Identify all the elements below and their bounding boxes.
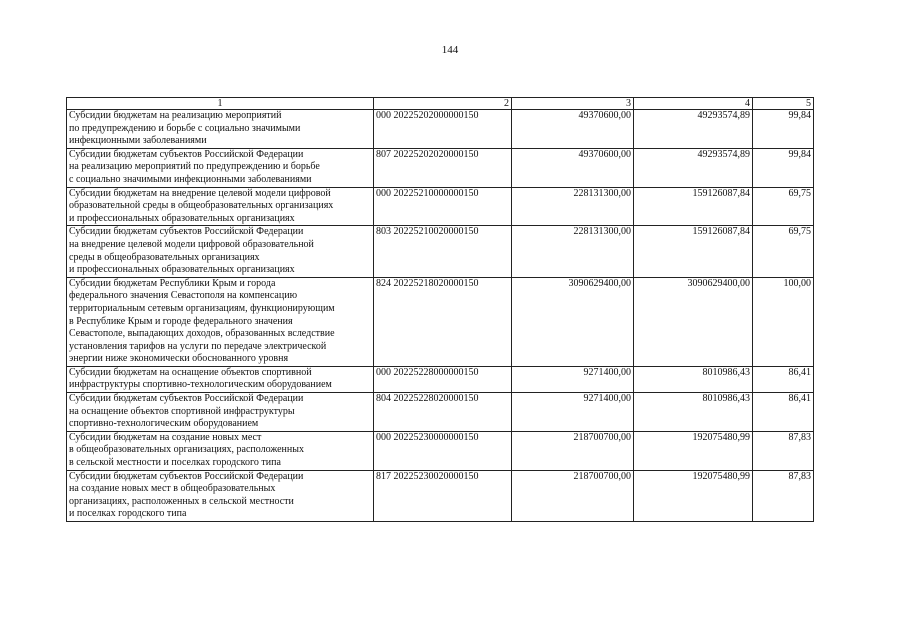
executed-amount: 8010986,43	[634, 393, 753, 432]
executed-amount: 49293574,89	[634, 148, 753, 187]
column-3-number: 3	[512, 98, 634, 110]
executed-amount: 192075480,99	[634, 431, 753, 470]
table-row	[67, 470, 814, 521]
table-row	[67, 393, 814, 432]
planned-amount: 9271400,00	[512, 366, 634, 392]
table-body	[67, 110, 814, 522]
budget-item-name: Субсидии бюджетам субъектов Российской Федерации на внедрение целевой модели цифровой образовательной среды в общеобразовательных организациях и профессиональных образовательных организациях	[67, 226, 374, 277]
table-row	[67, 187, 814, 226]
column-number-row	[67, 98, 814, 110]
budget-item-name: Субсидии бюджетам на создание новых мест в общеобразовательных организациях, расположенных в сельской местности и поселках городского типа	[67, 431, 374, 470]
planned-amount: 218700700,00	[512, 431, 634, 470]
executed-amount: 8010986,43	[634, 366, 753, 392]
planned-amount: 49370600,00	[512, 148, 634, 187]
budget-classification-code: 817 20225230020000150	[374, 470, 512, 521]
table-row	[67, 226, 814, 277]
budget-item-name: Субсидии бюджетам на внедрение целевой модели цифровой образовательной среды в общеобразовательных организациях и профессиональных образовательных организациях	[67, 187, 374, 226]
column-4-number: 4	[634, 98, 753, 110]
executed-amount: 49293574,89	[634, 110, 753, 149]
table-row	[67, 431, 814, 470]
budget-classification-code: 000 20225228000000150	[374, 366, 512, 392]
column-2-number: 2	[374, 98, 512, 110]
planned-amount: 3090629400,00	[512, 277, 634, 366]
execution-percent: 69,75	[753, 187, 814, 226]
executed-amount: 159126087,84	[634, 187, 753, 226]
budget-classification-code: 000 20225230000000150	[374, 431, 512, 470]
executed-amount: 159126087,84	[634, 226, 753, 277]
execution-percent: 100,00	[753, 277, 814, 366]
execution-percent: 87,83	[753, 431, 814, 470]
table-row	[67, 148, 814, 187]
table-row	[67, 110, 814, 149]
planned-amount: 49370600,00	[512, 110, 634, 149]
budget-classification-code: 824 20225218020000150	[374, 277, 512, 366]
budget-item-name: Субсидии бюджетам субъектов Российской Федерации на реализацию мероприятий по предупреждению и борьбе с социально значимыми инфекционными заболеваниями	[67, 148, 374, 187]
column-5-number: 5	[753, 98, 814, 110]
budget-classification-code: 000 20225202000000150	[374, 110, 512, 149]
planned-amount: 228131300,00	[512, 187, 634, 226]
budget-item-name: Субсидии бюджетам субъектов Российской Федерации на оснащение объектов спортивной инфраструктуры спортивно-технологическим оборудованием	[67, 393, 374, 432]
budget-classification-code: 803 20225210020000150	[374, 226, 512, 277]
execution-percent: 99,84	[753, 110, 814, 149]
budget-classification-code: 000 20225210000000150	[374, 187, 512, 226]
page-number: 144	[441, 44, 459, 56]
execution-percent: 99,84	[753, 148, 814, 187]
execution-percent: 69,75	[753, 226, 814, 277]
budget-item-name: Субсидии бюджетам Республики Крым и города федерального значения Севастополя на компенсацию территориальным сетевым организациям, функционирующим в Республике Крым и городе федерального значения Севастополе, выпадающих доходов, образованных вследствие установления тарифов на услуги по передаче электрической энергии ниже экономически обоснованного уровня	[67, 277, 374, 366]
budget-table	[66, 97, 814, 522]
execution-percent: 86,41	[753, 366, 814, 392]
budget-item-name: Субсидии бюджетам на оснащение объектов спортивной инфраструктуры спортивно-технологическим оборудованием	[67, 366, 374, 392]
budget-item-name: Субсидии бюджетам субъектов Российской Федерации на создание новых мест в общеобразовательных организациях, расположенных в сельской местности и поселках городского типа	[67, 470, 374, 521]
planned-amount: 228131300,00	[512, 226, 634, 277]
column-1-number: 1	[67, 98, 374, 110]
planned-amount: 9271400,00	[512, 393, 634, 432]
table-row	[67, 366, 814, 392]
execution-percent: 86,41	[753, 393, 814, 432]
table-row	[67, 277, 814, 366]
planned-amount: 218700700,00	[512, 470, 634, 521]
executed-amount: 192075480,99	[634, 470, 753, 521]
executed-amount: 3090629400,00	[634, 277, 753, 366]
budget-classification-code: 807 20225202020000150	[374, 148, 512, 187]
budget-item-name: Субсидии бюджетам на реализацию мероприятий по предупреждению и борьбе с социально значимыми инфекционными заболеваниями	[67, 110, 374, 149]
execution-percent: 87,83	[753, 470, 814, 521]
budget-classification-code: 804 20225228020000150	[374, 393, 512, 432]
